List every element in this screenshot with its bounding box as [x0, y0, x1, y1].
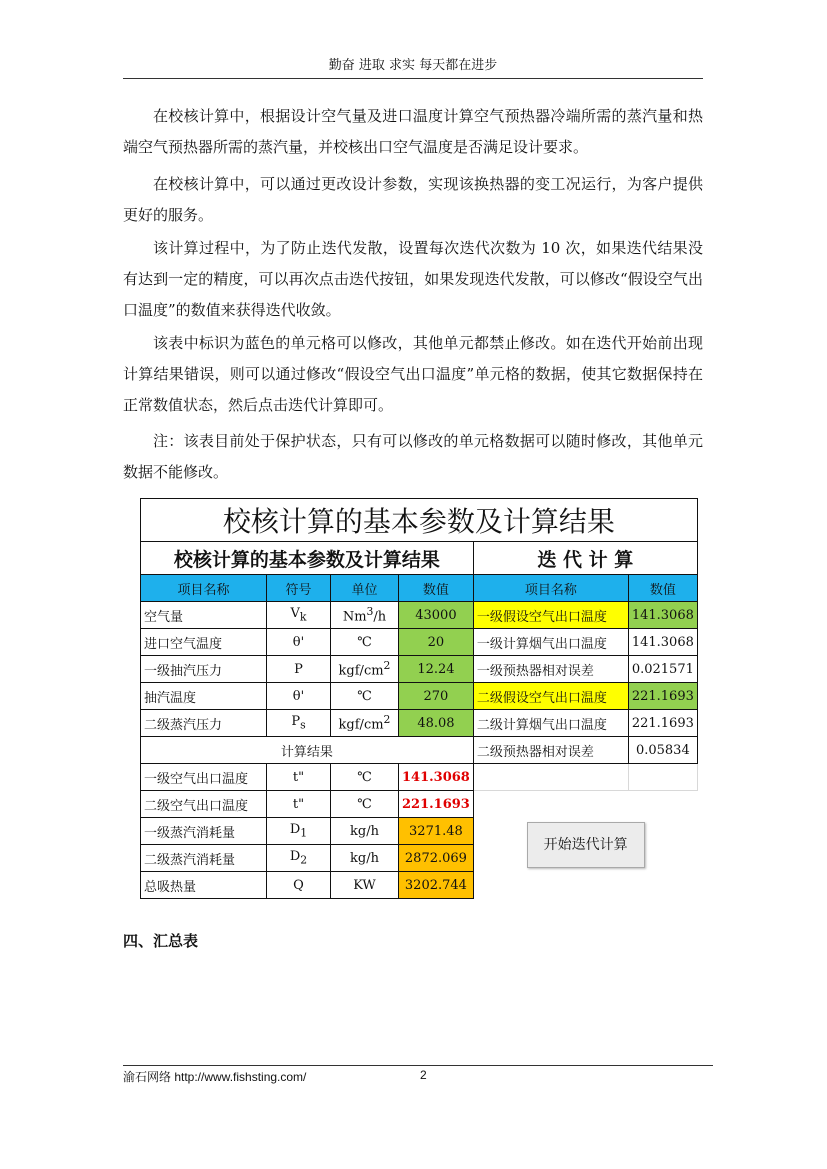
empty-cell — [473, 764, 628, 791]
table-row — [141, 737, 698, 764]
param-unit: ℃ — [331, 629, 399, 656]
col-header-iter-name: 项目名称 — [473, 575, 628, 602]
empty-cell — [628, 764, 697, 791]
sheet-right-title: 迭 代 计 算 — [473, 542, 697, 575]
result-symbol: t" — [267, 764, 331, 791]
result-value: 221.1693 — [399, 791, 474, 818]
iter-name: 一级计算烟气出口温度 — [473, 629, 628, 656]
table-row — [141, 602, 698, 629]
table-row — [141, 764, 698, 791]
result-unit: kg/h — [331, 818, 399, 845]
paragraph: 在校核计算中，根据设计空气量及进口温度计算空气预热器冷端所需的蒸汽量和热端空气预热器所需的蒸汽量，并校核出口空气温度是否满足设计要求。 — [123, 107, 703, 156]
iter-name: 二级预热器相对误差 — [473, 737, 628, 764]
button-area — [473, 791, 697, 899]
page-number: 2 — [420, 1068, 427, 1082]
param-name: 一级抽汽压力 — [141, 656, 267, 683]
col-header-unit: 单位 — [331, 575, 399, 602]
col-header-value: 数值 — [399, 575, 474, 602]
param-unit: Nm$^3$/h — [331, 602, 399, 629]
param-symbol: θ' — [267, 629, 331, 656]
iter-value-cell[interactable]: 221.1693 — [628, 683, 697, 710]
iter-name: 二级假设空气出口温度 — [473, 683, 628, 710]
sheet-title: 校核计算的基本参数及计算结果 — [141, 499, 698, 542]
iter-value-cell: 221.1693 — [628, 710, 697, 737]
table-row — [141, 683, 698, 710]
param-unit: kgf/$cm^2$ — [331, 656, 399, 683]
col-header-symbol: 符号 — [267, 575, 331, 602]
table-row — [141, 791, 698, 818]
param-value-cell[interactable]: 270 — [399, 683, 474, 710]
iter-name: 一级假设空气出口温度 — [473, 602, 628, 629]
result-symbol: $D_1$ — [267, 818, 331, 845]
paragraph: 该表中标识为蓝色的单元格可以修改，其他单元都禁止修改。如在迭代开始前出现计算结果错误，则可以通过修改“假设空气出口温度”单元格的数据，使其它数据保持在正常数值状态，然后点击迭代计算即可。 — [123, 334, 703, 414]
table-row — [141, 710, 698, 737]
param-symbol: P — [267, 656, 331, 683]
param-symbol: θ' — [267, 683, 331, 710]
result-value: 2872.069 — [399, 845, 474, 872]
table-row — [141, 656, 698, 683]
result-unit: kg/h — [331, 845, 399, 872]
section-heading: 四、汇总表 — [123, 932, 199, 950]
param-unit: kgf/$cm^2$ — [331, 710, 399, 737]
result-unit: ℃ — [331, 764, 399, 791]
param-symbol: $P_s$ — [267, 710, 331, 737]
param-unit: ℃ — [331, 683, 399, 710]
result-value: 141.3068 — [399, 764, 474, 791]
page-header: 勤奋 进取 求实 每天都在进步 — [123, 54, 703, 79]
result-name: 一级蒸汽消耗量 — [141, 818, 267, 845]
param-name: 进口空气温度 — [141, 629, 267, 656]
sheet-left-title: 校核计算的基本参数及计算结果 — [141, 542, 474, 575]
paragraph: 注：该表目前处于保护状态，只有可以修改的单元格数据可以随时修改，其他单元数据不能修改。 — [123, 432, 703, 481]
param-value-cell[interactable]: 12.24 — [399, 656, 474, 683]
result-value: 3202.744 — [399, 872, 474, 899]
footer-site: 渝石网络 http://www.fishsting.com/ — [123, 1070, 307, 1084]
param-name: 空气量 — [141, 602, 267, 629]
iter-value-cell: 0.021571 — [628, 656, 697, 683]
start-iteration-button[interactable]: 开始迭代计算 — [527, 822, 645, 868]
param-value-cell[interactable]: 20 — [399, 629, 474, 656]
param-name: 二级蒸汽压力 — [141, 710, 267, 737]
param-value-cell[interactable]: 43000 — [399, 602, 474, 629]
paragraph: 在校核计算中，可以通过更改设计参数，实现该换热器的变工况运行，为客户提供更好的服务。 — [123, 175, 703, 224]
iter-value-cell: 141.3068 — [628, 629, 697, 656]
result-name: 二级空气出口温度 — [141, 791, 267, 818]
result-unit: KW — [331, 872, 399, 899]
iter-name: 一级预热器相对误差 — [473, 656, 628, 683]
result-symbol: Q — [267, 872, 331, 899]
iter-value-cell: 0.05834 — [628, 737, 697, 764]
page-footer — [123, 1065, 713, 1085]
result-unit: ℃ — [331, 791, 399, 818]
result-symbol: $D_2$ — [267, 845, 331, 872]
param-symbol: $V_k$ — [267, 602, 331, 629]
iter-value-cell[interactable]: 141.3068 — [628, 602, 697, 629]
paragraph: 该计算过程中，为了防止迭代发散，设置每次迭代次数为 10 次，如果迭代结果没有达到一定的精度，可以再次点击迭代按钮，如果发现迭代发散，可以修改“假设空气出口温度”的数值来获得迭代收敛。 — [123, 239, 703, 319]
param-value-cell[interactable]: 48.08 — [399, 710, 474, 737]
result-name: 总吸热量 — [141, 872, 267, 899]
calc-sheet — [140, 498, 698, 899]
result-value: 3271.48 — [399, 818, 474, 845]
results-label: 计算结果 — [141, 737, 474, 764]
col-header-iter-value: 数值 — [628, 575, 697, 602]
table-row — [141, 629, 698, 656]
result-name: 一级空气出口温度 — [141, 764, 267, 791]
col-header-name: 项目名称 — [141, 575, 267, 602]
iter-name: 二级计算烟气出口温度 — [473, 710, 628, 737]
param-name: 抽汽温度 — [141, 683, 267, 710]
result-symbol: t" — [267, 791, 331, 818]
result-name: 二级蒸汽消耗量 — [141, 845, 267, 872]
